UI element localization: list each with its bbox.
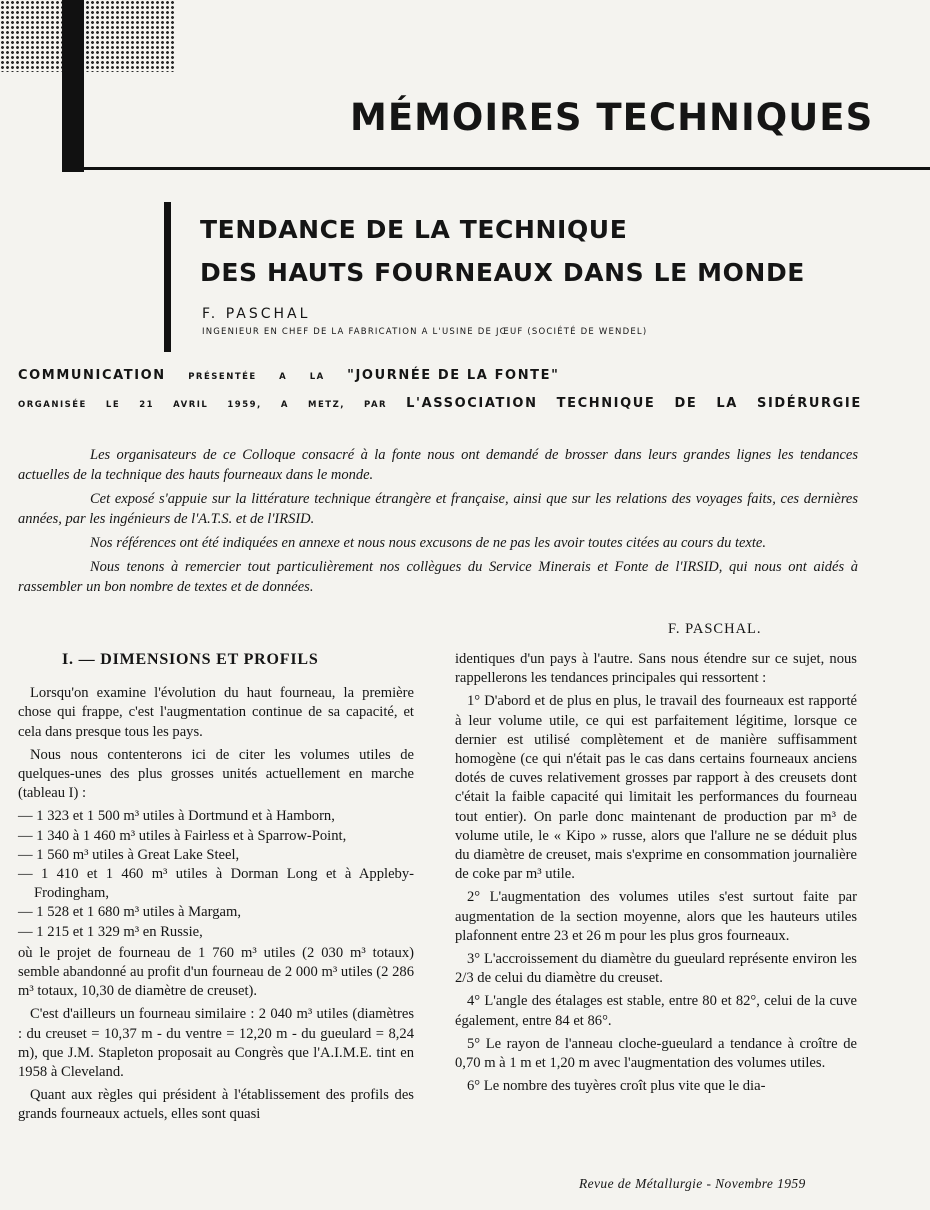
list-item: — 1 340 à 1 460 m³ utiles à Fairless et à Sparrow-Point, [18,827,414,846]
list-item: — 1 560 m³ utiles à Great Lake Steel, [18,846,414,865]
org-word: LE [105,400,121,410]
title-bar [164,202,171,352]
org-word: TECHNIQUE [556,396,656,411]
organisation-line [18,396,862,411]
paragraph: 4° L'angle des étalages est stable, entre 80 et 82°, celui de la cuve également, entre 84 et 86°. [455,993,857,1029]
paragraph: où le projet de fourneau de 1 760 m³ utiles (2 030 m³ totaux) semble abandonné au profit d'un fourneau de 2 000 m³ utiles (2 286 m³ totaux, 10,30 de diamètre de creuset). [18,944,414,1000]
comm-word: PRÉSENTÉE [188,372,257,382]
paragraph: Quant aux règles qui président à l'établissement des profils des grands fourneaux actuels, elles sont quasi [18,1087,414,1123]
paragraph: 2° L'augmentation des volumes utiles s'est surtout faite par augmentation de la section moyenne, alors que les hauteurs utiles plafonnent entre 23 et 26 m pour les plus gros fourneaux. [455,889,857,944]
org-word: PAR [364,400,388,410]
org-word: ORGANISÉE [18,400,87,410]
left-column [18,650,414,1129]
intro-paragraph: Nous tenons à remercier tout particulièrement nos collègues du Service Minerais et Fonte de l'IRSID, qui nous ont aidés à rassembler un bon nombre de textes et de données. [18,559,858,595]
list-item: — 1 323 et 1 500 m³ utiles à Dortmund et à Hamborn, [18,807,414,826]
list-item: — 1 215 et 1 329 m³ en Russie, [18,923,414,942]
signature: F. PASCHAL. [668,621,762,637]
right-column [455,650,857,1100]
paragraph: 3° L'accroissement du diamètre du gueulard représente environ les 2/3 de celui du diamètre du creuset. [455,951,857,987]
author-affiliation: INGENIEUR EN CHEF DE LA FABRICATION A L'USINE DE JŒUF (SOCIÉTÉ DE WENDEL) [202,327,648,337]
paragraph: Nous nous contenterons ici de citer les volumes utiles de quelques-unes des plus grosses unités actuellement en marche (tableau I) : [18,746,414,802]
title-line-1: TENDANCE DE LA TECHNIQUE [200,215,628,244]
decorative-bar [62,0,84,172]
org-word: SIDÉRURGIE [757,396,862,411]
section-heading: I. — DIMENSIONS ET PROFILS [62,651,319,668]
comm-word: LA [309,372,325,382]
paragraph: Lorsqu'on examine l'évolution du haut fourneau, la première chose qui frappe, c'est l'augmentation continue de sa capacité, et cela dans presque tous les pays. [18,685,414,740]
comm-word: A [279,372,288,382]
header-rule [62,167,930,170]
title-line-2: DES HAUTS FOURNEAUX DANS LE MONDE [200,258,805,287]
paragraph: identiques d'un pays à l'autre. Sans nous étendre sur ce sujet, nous rappellerons les tendances principales qui ressortent : [455,651,857,687]
org-word: L'ASSOCIATION [406,396,538,411]
comm-word: COMMUNICATION [18,368,166,383]
comm-event: "JOURNÉE DE LA FONTE" [347,368,560,383]
volume-list [18,807,414,941]
halftone-pattern [0,0,175,72]
article-title [200,208,900,294]
org-word: AVRIL [173,400,209,410]
org-word: LA [716,396,738,411]
section-title: MÉMOIRES TECHNIQUES [350,96,874,139]
intro-paragraph: Les organisateurs de ce Colloque consacré à la fonte nous ont demandé de brosser dans leurs grandes lignes les tendances actuelles de la technique des hauts fourneaux dans le monde. [18,447,858,483]
org-word: 1959, [227,400,262,410]
org-word: A [280,400,289,410]
journal-footer: Revue de Métallurgie - Novembre 1959 [579,1176,806,1191]
paragraph: 1° D'abord et de plus en plus, le travail des fourneaux est rapporté à leur volume utile, ce qui est parfaitement légitime, lorsque ce dernier est utilisé complètement et de manière suffisamment homogène (ce qui n'était pas le cas dans certains fourneaux anciens dotés de cuves relativement grosses par rapport à des creusets dont c'était la faible capacité qui limitait les performances du fourneau tout entier). On parle donc maintenant de production par m³ de volume utile, le « Kipo » russe, alors que l'allure ne se déduit plus du diamètre de creuset, mais s'exprime en consommation journalière de coke par m³ utile. [455,693,857,883]
communication-line [18,368,862,383]
intro-paragraph: Nos références ont été indiquées en annexe et nous nous excusons de ne pas les avoir toutes citées au cours du texte. [90,535,766,551]
intro-paragraph: Cet exposé s'appuie sur la littérature technique étrangère et française, ainsi que sur les relations des voyages faits, ces dernières années, par les ingénieurs de l'A.T.S. et de l'IRSID. [18,491,858,527]
introduction [18,445,858,601]
list-item: — 1 410 et 1 460 m³ utiles à Dorman Long et à Appleby-Frodingham, [18,865,414,903]
paragraph: 5° Le rayon de l'anneau cloche-gueulard a tendance à croître de 0,70 m à 1 m et 1,20 m avec l'augmentation des volumes utiles. [455,1035,857,1072]
org-word: 21 [139,400,155,410]
author: F. PASCHAL [202,306,311,322]
paragraph: C'est d'ailleurs un fourneau similaire : 2 040 m³ utiles (diamètres : du creuset = 10,37 m - du ventre = 12,20 m - du gueulard = 8,24 m), que J.M. Stapleton proposait au Congrès que l'A.I.M.E. tint en 1958 à Cleveland. [18,1006,414,1081]
paragraph: 6° Le nombre des tuyères croît plus vite que le dia- [467,1078,766,1095]
org-word: DE [674,396,698,411]
list-item: — 1 528 et 1 680 m³ utiles à Margam, [18,903,414,922]
org-word: METZ, [308,400,345,410]
